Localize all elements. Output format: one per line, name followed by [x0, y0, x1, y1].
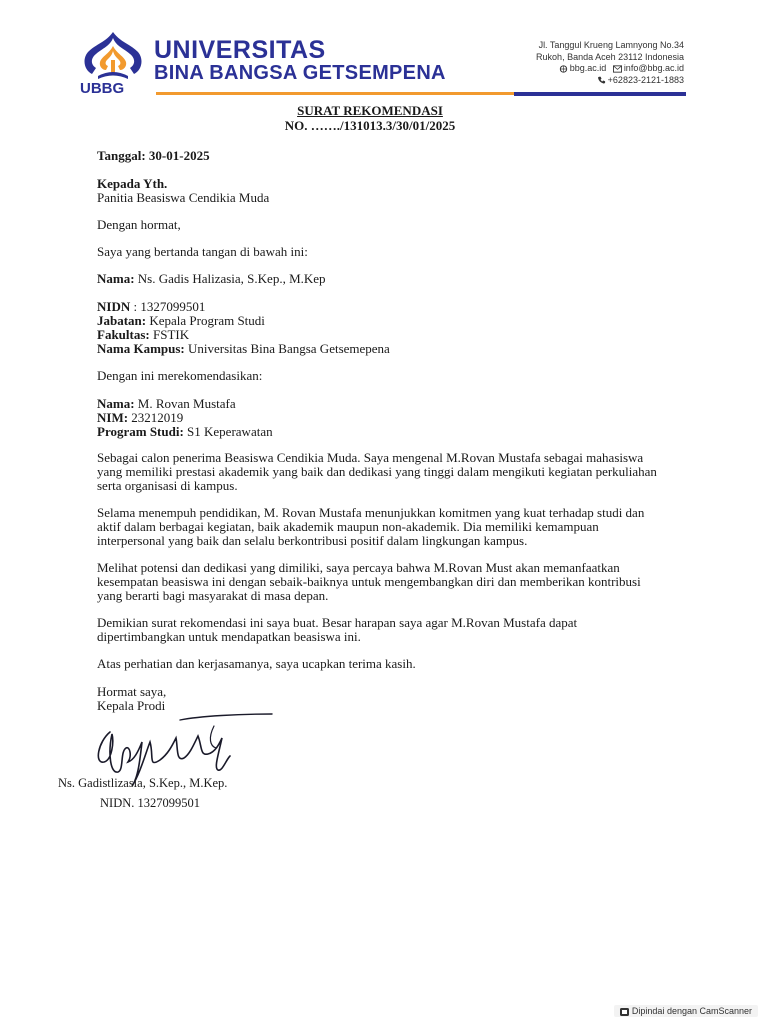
student-name-value: M. Rovan Mustafa [137, 396, 236, 411]
closing-block [97, 685, 657, 713]
website-text: bbg.ac.id [569, 63, 607, 73]
globe-icon [559, 65, 568, 73]
nidn-label: NIDN [97, 299, 131, 314]
jabatan-value: Kepala Program Studi [149, 313, 265, 328]
jabatan-label: Jabatan: [97, 313, 147, 328]
mail-icon [613, 65, 622, 73]
student-name-label: Nama: [97, 396, 135, 411]
camscanner-icon [620, 1008, 629, 1016]
signer-details [97, 300, 657, 356]
recipient-value: Panitia Beasiswa Cendikia Muda [97, 190, 270, 205]
paragraph-5: Atas perhatian dan kerjasamanya, saya ucapkan terima kasih. [97, 656, 416, 671]
nidn-value: : 1327099501 [133, 299, 206, 314]
paragraph-1: Sebagai calon penerima Beasiswa Cendikia Muda. Saya mengenal M.Rovan Mustafa sebagai mahasiswa yang memiliki prestasi akademik yang baik dan dedikasi yang tinggi dalam mengikuti kegiatan perkuliahan serta organisasi di kampus. [97, 450, 657, 493]
fakultas-label: Fakultas: [97, 327, 150, 342]
student-nim-value: 23212019 [131, 410, 184, 425]
recipient-label: Kepada Yth. [97, 176, 168, 191]
paragraph-4: Demikian surat rekomendasi ini saya buat. Besar harapan saya agar M.Rovan Mustafa dapat dipertimbangkan untuk mendapatkan beasiswa ini. [97, 615, 578, 644]
email-text: info@bbg.ac.id [623, 63, 684, 73]
paragraph-3: Melihat potensi dan dedikasi yang dimiliki, saya percaya bahwa M.Rovan Must akan memanfaatkan kesempatan beasiswa ini dengan sebaik-baiknya untuk mengembangkan diri dan memberikan kontribusi yang berarti bagi masyarakat di masa depan. [97, 560, 641, 603]
student-prodi-value: S1 Keperawatan [187, 424, 273, 439]
greeting: Dengan hormat, [97, 217, 181, 232]
date-line [97, 149, 657, 163]
date-label: Tanggal: [97, 148, 146, 163]
address-line2: Rukoh, Banda Aceh 23112 Indonesia [536, 51, 684, 62]
closing-line1: Hormat saya, [97, 684, 167, 699]
letter-title: SURAT REKOMENDASI [297, 103, 443, 118]
university-name-line1: UNIVERSITAS [154, 36, 326, 64]
recipient-block [97, 177, 657, 205]
phone-text: +62823-2121-1883 [607, 74, 684, 85]
fakultas-value: FSTIK [152, 327, 190, 342]
address-line1: Jl. Tanggul Krueng Lamnyong No.34 [538, 40, 684, 50]
scanner-watermark [614, 1005, 758, 1017]
student-prodi-label: Program Studi: [97, 424, 184, 439]
recommend-line: Dengan ini merekomendasikan: [97, 368, 263, 383]
contact-block [536, 40, 684, 86]
signatory-nidn: NIDN. 1327099501 [100, 796, 200, 810]
student-nim-label: NIM: [97, 410, 129, 425]
university-name-line2: BINA BANGSA GETSEMPENA [154, 62, 446, 84]
signatory-name: Ns. Gadistlizasia, S.Kep., M.Kep. [58, 776, 228, 790]
header-divider-blue [514, 92, 686, 96]
closing-line2: Kepala Prodi [97, 698, 166, 713]
student-details [97, 397, 657, 439]
intro-line: Saya yang bertanda tangan di bawah ini: [97, 244, 308, 259]
letter-number: NO. ……./131013.3/30/01/2025 [284, 118, 456, 133]
date-value: 30-01-2025 [148, 148, 210, 163]
phone-icon [597, 76, 606, 84]
logo-text: UBBG [80, 80, 125, 97]
kampus-label: Nama Kampus: [97, 341, 185, 356]
kampus-value: Universitas Bina Bangsa Getsemepena [188, 341, 390, 356]
signer-name-line [97, 272, 657, 286]
scanner-text: Dipindai dengan CamScanner [631, 1006, 752, 1016]
signer-name-value: Ns. Gadis Halizasia, S.Kep., M.Kep [137, 271, 326, 286]
signer-name-label: Nama: [97, 271, 135, 286]
paragraph-2: Selama menempuh pendidikan, M. Rovan Mustafa menunjukkan komitmen yang kuat terhadap studi dan aktif dalam berbagai kegiatan, baik akademik maupun non-akademik. Dia memiliki kemampuan interpersonal yang baik dan selalu berkontribusi positif dalam lingkungan kampus. [97, 505, 645, 548]
